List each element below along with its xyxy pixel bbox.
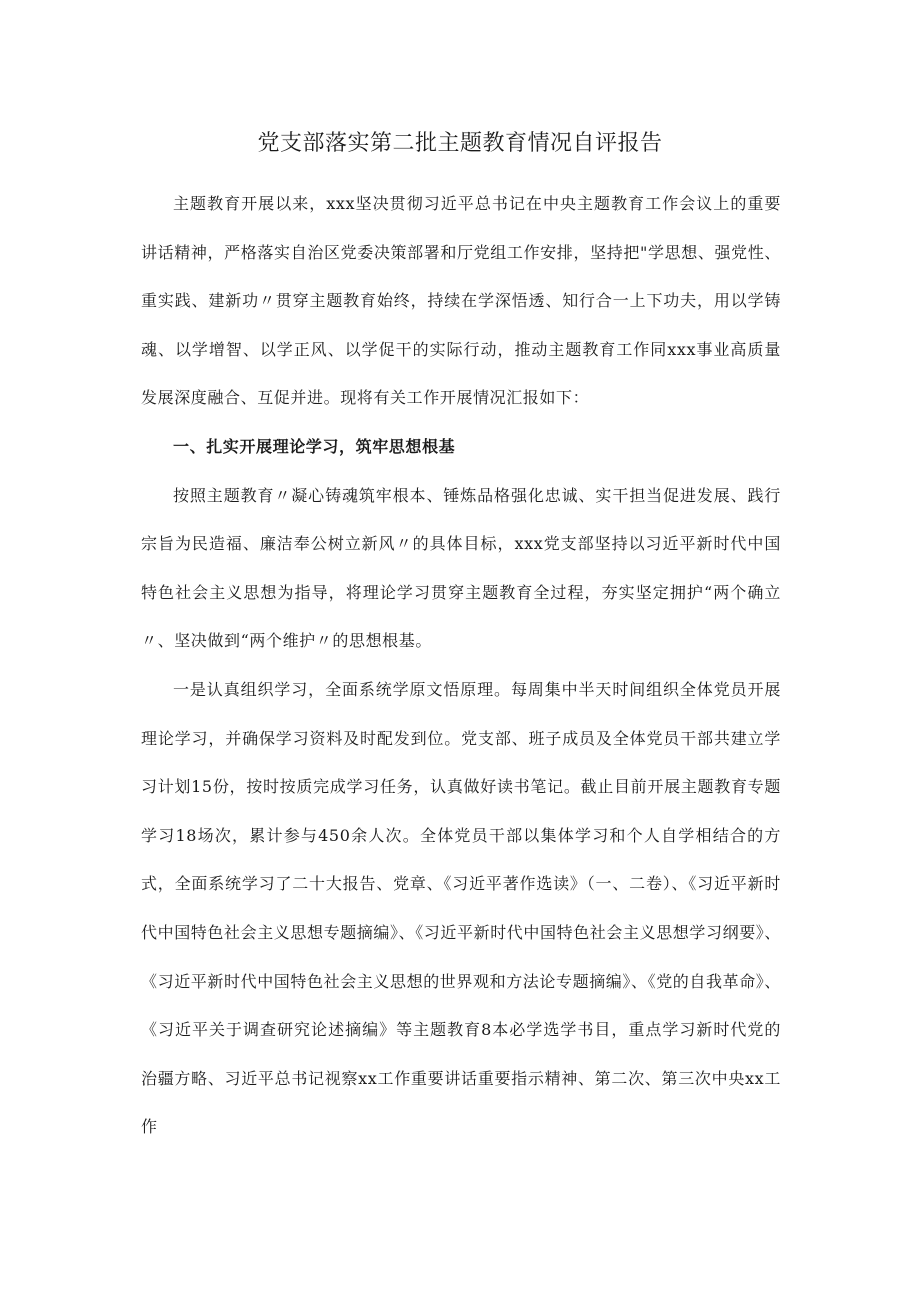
document-title: 党支部落实第二批主题教育情况自评报告 [257, 131, 663, 156]
section-heading-1: 一、扎实开展理论学习，筑牢思想根基 [173, 436, 456, 456]
intro-paragraph: 主题教育开展以来，xxx坚决贯彻习近平总书记在中央主题教育工作会议上的重要讲话精神，严格落实自治区党委决策部署和厅党组工作安排，坚持把"学思想、强党性、重实践、建新功〃贯穿主题教育始终，持续在学深悟透、知行合一上下功夫，用以学铸魂、以学增智、以学正风、以学促干的实际行动，推动主题教育工作同xxx事业高质量发展深度融合、互促并进。现将有关工作开展情况汇报如下： [141, 194, 781, 408]
section-1-detail-paragraph: 一是认真组织学习，全面系统学原文悟原理。每周集中半天时间组织全体党员开展理论学习，并确保学习资料及时配发到位。党支部、班子成员及全体党员干部共建立学习计划15份，按时按质完成学习任务，认真做好读书笔记。截止目前开展主题教育专题学习18场次，累计参与450余人次。全体党员干部以集体学习和个人自学相结合的方式，全面系统学习了二十大报告、党章、《习近平著作选读》（一、二卷）、《习近平新时代中国特色社会主义思想专题摘编》、《习近平新时代中国特色社会主义思想学习纲要》、《习近平新时代中国特色社会主义思想的世界观和方法论专题摘编》、《党的自我革命》、《习近平关于调查研究论述摘编》等主题教育8本必学选学书目，重点学习新时代党的治疆方略、习近平总书记视察xx工作重要讲话重要指示精神、第二次、第三次中央xx工作 [141, 679, 782, 1137]
document-body [141, 180, 781, 1152]
section-1-paragraph: 按照主题教育〃凝心铸魂筑牢根本、锤炼品格强化忠诚、实干担当促进发展、践行宗旨为民造福、廉洁奉公树立新风〃的具体目标，xxx党支部坚持以习近平新时代中国特色社会主义思想为指导，将理论学习贯穿主题教育全过程，夯实坚定拥护“两个确立〃、坚决做到“两个维护〃的思想根基。 [141, 485, 781, 651]
